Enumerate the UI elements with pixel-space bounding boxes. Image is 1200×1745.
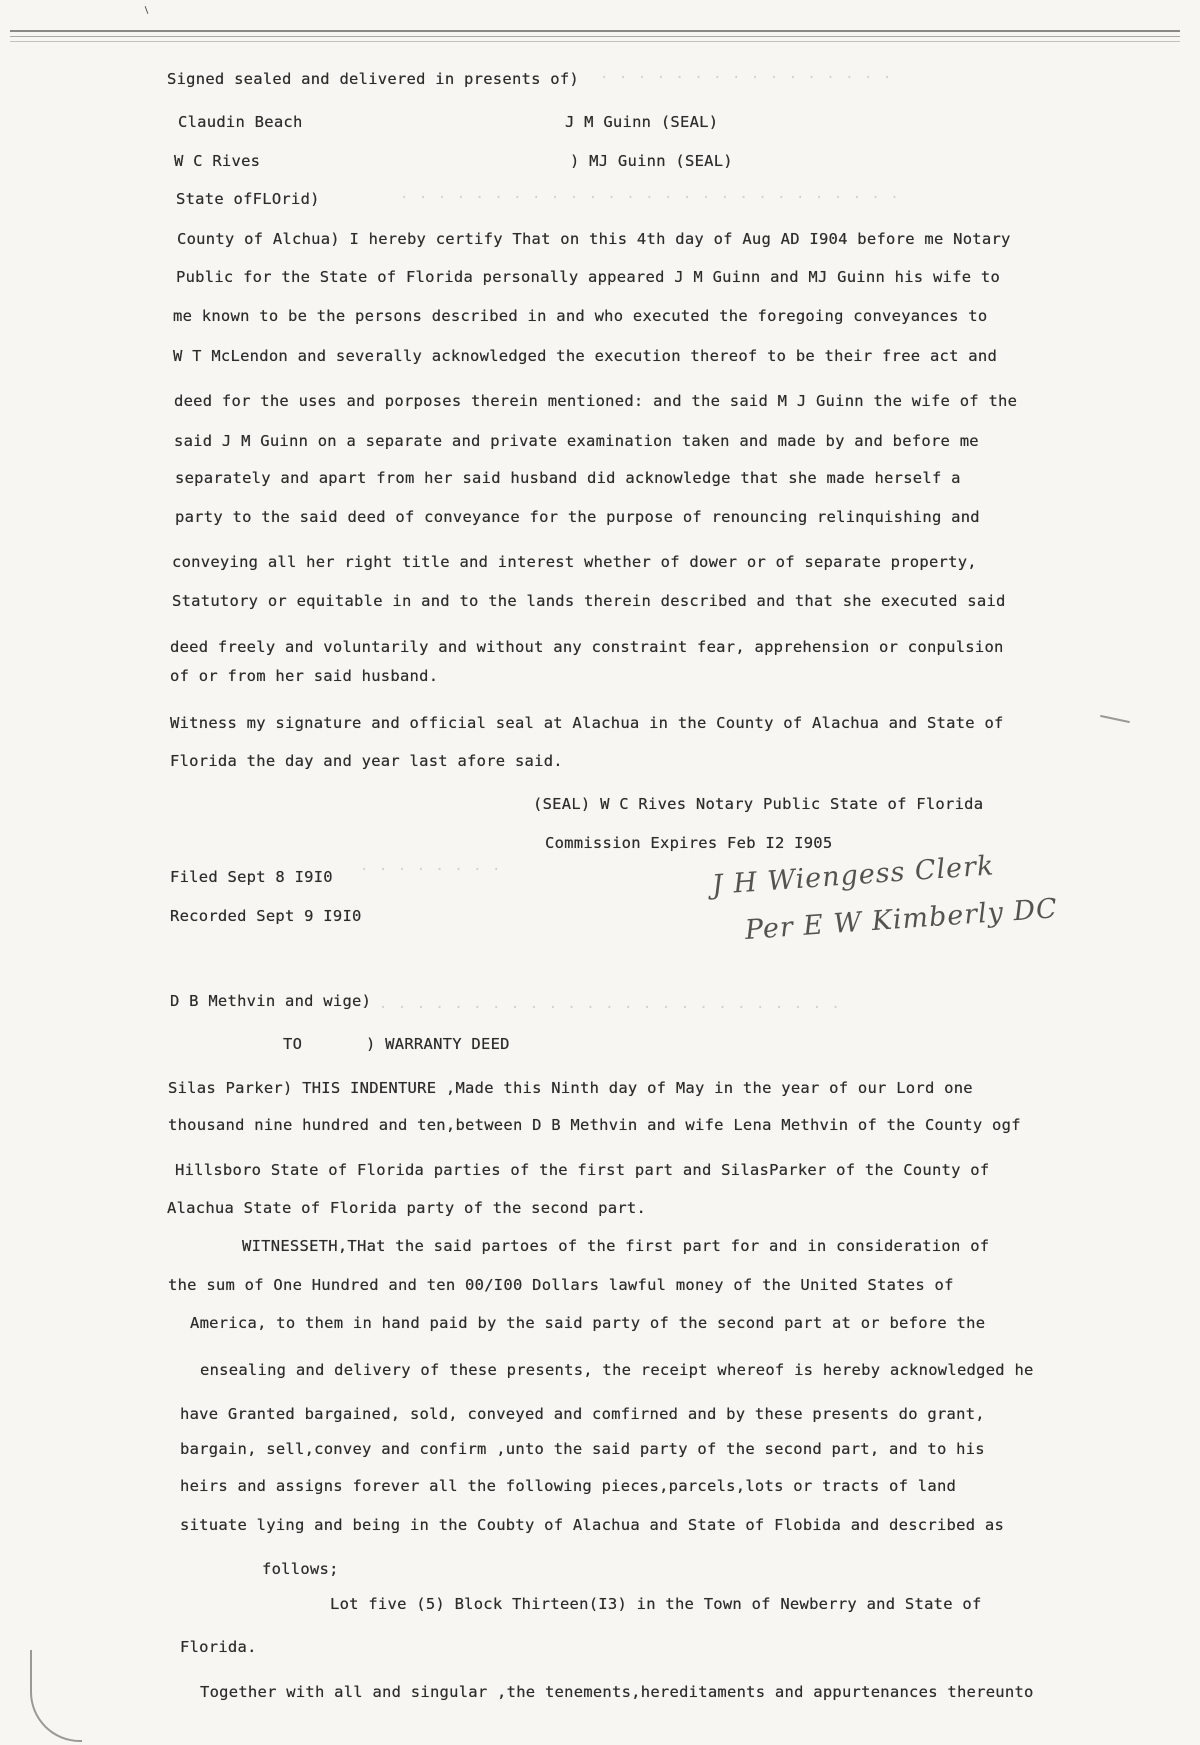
- deed-grantor-line: D B Methvin and wige): [170, 992, 372, 1010]
- clerk-signature: J H Wiengess Clerk: [710, 850, 996, 901]
- deed-body-line: Alachua State of Florida party of the second part.: [167, 1199, 647, 1217]
- deed-body-line: Hillsboro State of Florida parties of the first part and SilasParker of the County of: [175, 1161, 990, 1179]
- deed-type: ) WARRANTY DEED: [366, 1035, 510, 1053]
- page-top-rule-3: [10, 41, 1180, 42]
- page-top-rule-2: [10, 36, 1180, 37]
- deed-body-line: have Granted bargained, sold, conveyed and comfirned and by these presents do grant,: [180, 1405, 985, 1423]
- deed-body-line: situate lying and being in the Coubty of Alachua and State of Flobida and described as: [180, 1516, 1005, 1534]
- ack-body-line: deed freely and voluntarily and without any constraint fear, apprehension or conpulsion: [170, 638, 1004, 656]
- ack-body-line: County of Alchua) I hereby certify That on this 4th day of Aug AD I904 before me Notary: [177, 230, 1011, 248]
- witness-signature-line-2: Florida the day and year last afore said.: [170, 752, 563, 770]
- ack-body-line: me known to be the persons described in and who executed the foregoing conveyances to: [173, 307, 988, 325]
- bleed-through: · · · · · · · ·: [360, 862, 502, 878]
- witness-signature-line: Witness my signature and official seal at Alachua in the County of Alachua and State of: [170, 714, 1004, 732]
- deed-body-line: ensealing and delivery of these presents, the receipt whereof is hereby acknowledged he: [200, 1361, 1034, 1379]
- ack-body-line: separately and apart from her said husband did acknowledge that she made herself a: [175, 469, 961, 487]
- deed-body-line: bargain, sell,convey and confirm ,unto the said party of the second part, and to his: [180, 1440, 985, 1458]
- deed-body-line: America, to them in hand paid by the said party of the second part at or before the: [190, 1314, 986, 1332]
- deed-body-line: heirs and assigns forever all the following pieces,parcels,lots or tracts of land: [180, 1477, 957, 1495]
- deed-body-line: WITNESSETH,THat the said partoes of the first part for and in consideration of: [242, 1237, 990, 1255]
- filed-date: Filed Sept 8 I9I0: [170, 868, 333, 886]
- grantor-signature-2: ) MJ Guinn (SEAL): [570, 152, 733, 170]
- witness-name-1: Claudin Beach: [178, 113, 303, 131]
- ack-body-line: Public for the State of Florida personally appeared J M Guinn and MJ Guinn his wife to: [176, 268, 1001, 286]
- ack-body-line: W T McLendon and severally acknowledged the execution thereof to be their free act and: [173, 347, 998, 365]
- deputy-clerk-signature: Per E W Kimberly DC: [743, 893, 1059, 946]
- lot-description-2: Florida.: [180, 1638, 257, 1656]
- deed-to-label: TO: [283, 1035, 303, 1053]
- bleed-through: · · · · · · · · · · · · · · · · · · · · · · · · · ·: [360, 1000, 841, 1016]
- deed-body-line: Silas Parker) THIS INDENTURE ,Made this Ninth day of May in the year of our Lord one: [168, 1079, 973, 1097]
- bleed-through: · · · · · · · · · · · · · · · · · · · · · · · · · · ·: [400, 190, 900, 206]
- deed-body-line: follows;: [262, 1560, 339, 1578]
- state-line: State ofFLOrid): [176, 190, 320, 208]
- lot-description: Lot five (5) Block Thirteen(I3) in the Town of Newberry and State of: [330, 1595, 982, 1613]
- ack-body-line: conveying all her right title and interest whether of dower or of separate property,: [172, 553, 977, 571]
- deed-body-line: thousand nine hundred and ten,between D B Methvin and wife Lena Methvin of the County ogf: [168, 1116, 1021, 1134]
- margin-pen-mark: [1100, 715, 1130, 723]
- grantor-signature-1: J M Guinn (SEAL): [565, 113, 719, 131]
- ack-body-line: said J M Guinn on a separate and private examination taken and made by and before me: [174, 432, 979, 450]
- commission-line: Commission Expires Feb I2 I905: [545, 834, 833, 852]
- together-clause: Together with all and singular ,the tenements,hereditaments and appurtenances thereunto: [200, 1683, 1034, 1701]
- ack-body-line: deed for the uses and porposes therein mentioned: and the said M J Guinn the wife of the: [174, 392, 1018, 410]
- deed-body-line: the sum of One Hundred and ten 00/I00 Dollars lawful money of the United States of: [168, 1276, 954, 1294]
- ack-body-line: of or from her said husband.: [170, 667, 439, 685]
- ack-body-line: party to the said deed of conveyance for the purpose of renouncing relinquishing and: [175, 508, 980, 526]
- pen-tick-mark: [145, 6, 149, 14]
- recorded-date: Recorded Sept 9 I9I0: [170, 907, 362, 925]
- witness-name-2: W C Rives: [174, 152, 261, 170]
- witness-header: Signed sealed and delivered in presents of): [167, 70, 580, 88]
- page-corner-edge: [30, 1650, 82, 1742]
- page-top-rule: [10, 30, 1180, 32]
- bleed-through: · · · · · · · · · · · · · · · ·: [600, 70, 893, 86]
- ack-body-line: Statutory or equitable in and to the lands therein described and that she executed said: [172, 592, 1006, 610]
- notary-line: (SEAL) W C Rives Notary Public State of Florida: [533, 795, 984, 813]
